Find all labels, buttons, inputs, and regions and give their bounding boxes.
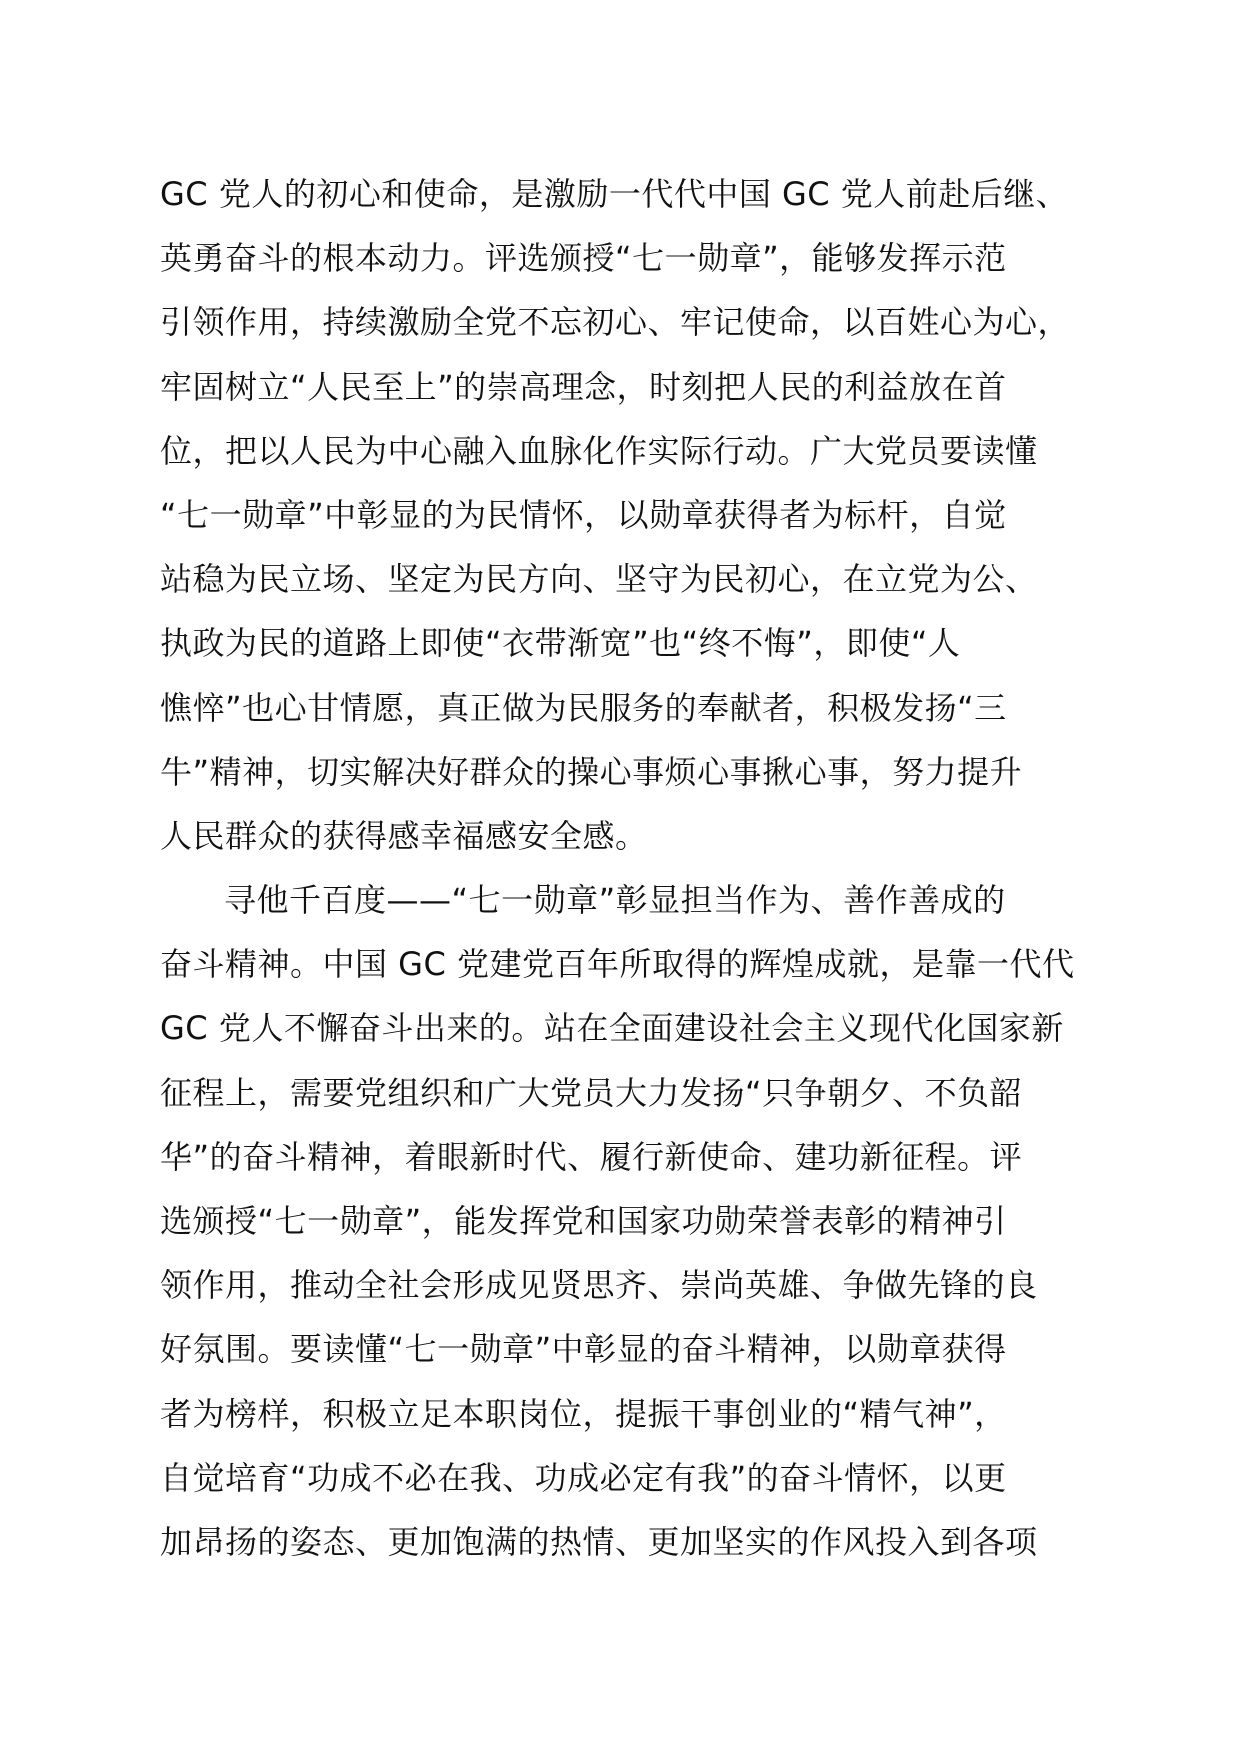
text-line: 牛”精神，切实解决好群众的操心事烦心事揪心事，努力提升 [160, 752, 1023, 791]
paragraph-1 [160, 162, 1120, 868]
text-line: 寻他千百度——“七一勋章”彰显担当作为、善作善成的 [224, 881, 1006, 920]
text-line: 自觉培育“功成不必在我、功成必定有我”的奋斗情怀，以更 [160, 1458, 1007, 1497]
text-line: 领作用，推动全社会形成见贤思齐、崇尚英雄、争做先锋的良 [160, 1266, 1038, 1305]
text-line: 憔悴”也心甘情愿，真正做为民服务的奉献者，积极发扬“三 [160, 688, 1007, 727]
text-line: 牢固树立“人民至上”的崇高理念，时刻把人民的利益放在首 [160, 367, 1007, 406]
text-line: “七一勋章”中彰显的为民情怀，以勋章获得者为标杆，自觉 [160, 495, 1007, 534]
paragraph-2 [160, 868, 1120, 1574]
text-line: 者为榜样，积极立足本职岗位，提振干事创业的“精气神”， [160, 1394, 1007, 1433]
text-line: 奋斗精神。中国 GC 党建党百年所取得的辉煌成就，是靠一代代 [160, 945, 1075, 984]
text-line: 英勇奋斗的根本动力。评选颁授“七一勋章”，能够发挥示范 [160, 239, 1007, 278]
text-line: 执政为民的道路上即使“衣带渐宽”也“终不悔”，即使“人 [160, 624, 961, 663]
text-line: GC 党人的初心和使命，是激励一代代中国 GC 党人前赴后继、 [160, 175, 1069, 213]
text-line: 好氛围。要读懂“七一勋章”中彰显的奋斗精神，以勋章获得 [160, 1330, 1007, 1369]
text-line: GC 党人不懈奋斗出来的。站在全面建设社会主义现代化国家新 [160, 1009, 1064, 1048]
text-line: 人民群众的获得感幸福感安全感。 [160, 816, 648, 855]
text-line: 引领作用，持续激励全党不忘初心、牢记使命，以百姓心为心， [160, 303, 1071, 342]
text-line: 站稳为民立场、坚定为民方向、坚守为民初心，在立党为公、 [160, 560, 1038, 599]
text-line: 华”的奋斗精神，着眼新时代、履行新使命、建功新征程。评 [160, 1137, 1023, 1176]
text-line: 加昂扬的姿态、更加饱满的热情、更加坚实的作风投入到各项 [160, 1522, 1038, 1561]
text-line: 位，把以人民为中心融入血脉化作实际行动。广大党员要读懂 [160, 431, 1038, 470]
text-line: 征程上，需要党组织和广大党员大力发扬“只争朝夕、不负韶 [160, 1073, 1023, 1112]
body-text [160, 162, 1120, 1574]
text-line: 选颁授“七一勋章”，能发挥党和国家功勋荣誉表彰的精神引 [160, 1202, 1007, 1240]
